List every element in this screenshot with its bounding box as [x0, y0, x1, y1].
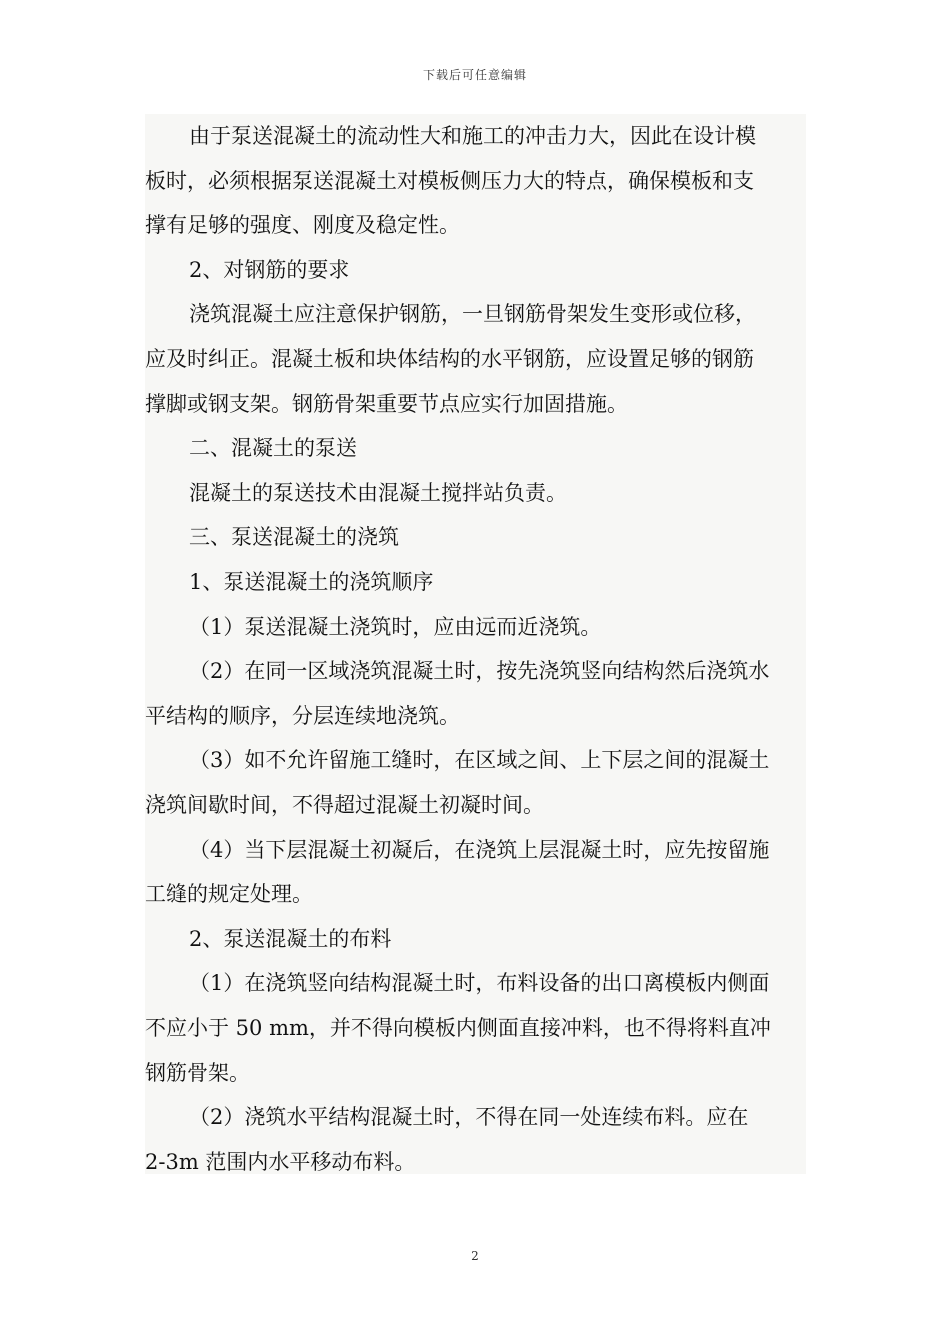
heading-text: 2、泵送混凝土的布料 — [189, 926, 392, 951]
page-header: 下载后可任意编辑 — [422, 68, 527, 82]
list-item-distribution-2 — [145, 1095, 806, 1184]
paragraph-line: 平结构的顺序，分层连续地浇筑。 — [145, 703, 460, 728]
heading-text: 二、混凝土的泵送 — [189, 436, 357, 461]
list-item-sequence-1 — [145, 605, 806, 650]
heading-text: 三、泵送混凝土的浇筑 — [189, 525, 399, 550]
heading-rebar-requirements — [145, 248, 806, 293]
heading-concrete-distribution — [145, 917, 806, 962]
page-number: 2 — [471, 1249, 479, 1263]
heading-text: 2、对钢筋的要求 — [189, 257, 350, 282]
paragraph-line: 浇筑间歇时间，不得超过混凝土初凝时间。 — [145, 792, 544, 817]
document-body — [145, 114, 806, 1174]
paragraph-line: 工缝的规定处理。 — [145, 882, 313, 907]
list-item-sequence-4 — [145, 828, 806, 917]
paragraph-line: （4）当下层混凝土初凝后，在浇筑上层混凝土时，应先按留施 — [189, 837, 770, 862]
paragraph-line: 撑脚或钢支架。钢筋骨架重要节点应实行加固措施。 — [145, 391, 628, 416]
list-item-sequence-3 — [145, 738, 806, 827]
paragraph-pumping-responsibility — [145, 471, 806, 516]
paragraph-line: 撑有足够的强度、刚度及稳定性。 — [145, 213, 460, 238]
paragraph-line: 2-3m 范围内水平移动布料。 — [145, 1149, 416, 1174]
heading-pouring-sequence — [145, 560, 806, 605]
list-item-sequence-2 — [145, 649, 806, 738]
paragraph-line: （1）泵送混凝土浇筑时，应由远而近浇筑。 — [189, 614, 602, 639]
paragraph-line: 板时，必须根据泵送混凝土对模板侧压力大的特点，确保模板和支 — [145, 168, 754, 193]
paragraph-line: 不应小于 50 mm，并不得向模板内侧面直接冲料，也不得将料直冲 — [145, 1015, 771, 1040]
paragraph-line: 应及时纠正。混凝土板和块体结构的水平钢筋，应设置足够的钢筋 — [145, 346, 754, 371]
paragraph-line: （1）在浇筑竖向结构混凝土时，布料设备的出口离模板内侧面 — [189, 971, 770, 996]
paragraph-line: 由于泵送混凝土的流动性大和施工的冲击力大，因此在设计模 — [189, 124, 756, 148]
paragraph-line: 混凝土的泵送技术由混凝土搅拌站负责。 — [189, 480, 567, 505]
paragraph-line: 钢筋骨架。 — [145, 1060, 250, 1085]
heading-concrete-pumping — [145, 426, 806, 471]
heading-text: 1、泵送混凝土的浇筑顺序 — [189, 570, 434, 594]
heading-pumped-concrete-pouring — [145, 515, 806, 560]
paragraph-line: （3）如不允许留施工缝时，在区域之间、上下层之间的混凝土 — [189, 748, 770, 773]
paragraph-line: 浇筑混凝土应注意保护钢筋，一旦钢筋骨架发生变形或位移， — [189, 302, 756, 327]
list-item-distribution-1 — [145, 961, 806, 1095]
paragraph-line: （2）在同一区域浇筑混凝土时，按先浇筑竖向结构然后浇筑水 — [189, 659, 770, 684]
paragraph-formwork-design — [145, 114, 806, 248]
paragraph-line: （2）浇筑水平结构混凝土时，不得在同一处连续布料。应在 — [189, 1105, 749, 1130]
paragraph-rebar-protection — [145, 292, 806, 426]
